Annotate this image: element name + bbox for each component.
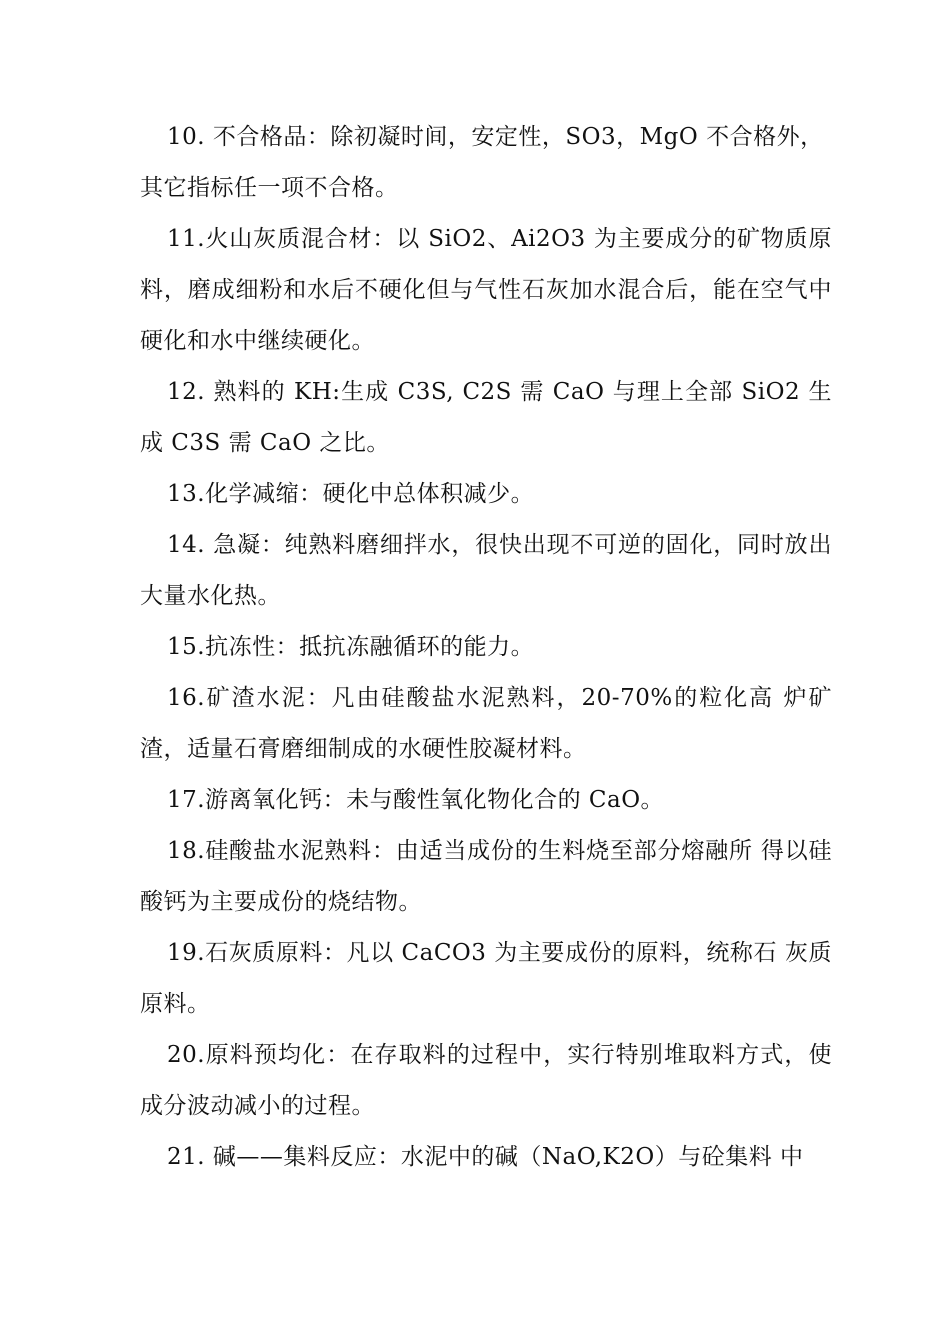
paragraph-21: 21. 碱——集料反应：水泥中的碱（NaO,K2O）与砼集料 中 [167,1144,804,1170]
paragraph-14: 14. 急凝：纯熟料磨细拌水，很快出现不可逆的固化，同时放出大量水化热。 [140,532,832,609]
paragraph-11: 11.火山灰质混合材：以 SiO2、Ai2O3 为主要成分的矿物质原料，磨成细粉和水后不硬化但与气性石灰加水混合后，能在空气中硬化和水中继续硬化。 [140,226,832,354]
paragraph-20: 20.原料预均化：在存取料的过程中，实行特别堆取料方式，使成分波动减小的过程。 [140,1042,832,1119]
paragraph-17: 17.游离氧化钙：未与酸性氧化物化合的 CaO。 [167,787,665,813]
paragraph-16: 16.矿渣水泥：凡由硅酸盐水泥熟料，20-70%的粒化高 炉矿渣，适量石膏磨细制成的水硬性胶凝材料。 [140,685,832,762]
paragraph-15: 15.抗冻性：抵抗冻融循环的能力。 [167,634,535,660]
paragraph-10: 10. 不合格品：除初凝时间，安定性，SO3，MgO 不合格外， [167,124,824,150]
paragraph-19: 19.石灰质原料：凡以 CaCO3 为主要成份的原料，统称石 灰质原料。 [140,940,832,1017]
paragraph-13: 13.化学减缩：硬化中总体积减少。 [167,481,535,507]
paragraph-12: 12. 熟料的 KH:生成 C3S, C2S 需 CaO 与理上全部 SiO2 生 成 C3S 需 CaO 之比。 [140,379,832,456]
paragraph-10-continued: 其它指标任一项不合格。 [140,175,399,201]
document-body [140,112,832,1183]
paragraph-18: 18.硅酸盐水泥熟料：由适当成份的生料烧至部分熔融所 得以硅酸钙为主要成份的烧结物。 [140,838,832,915]
